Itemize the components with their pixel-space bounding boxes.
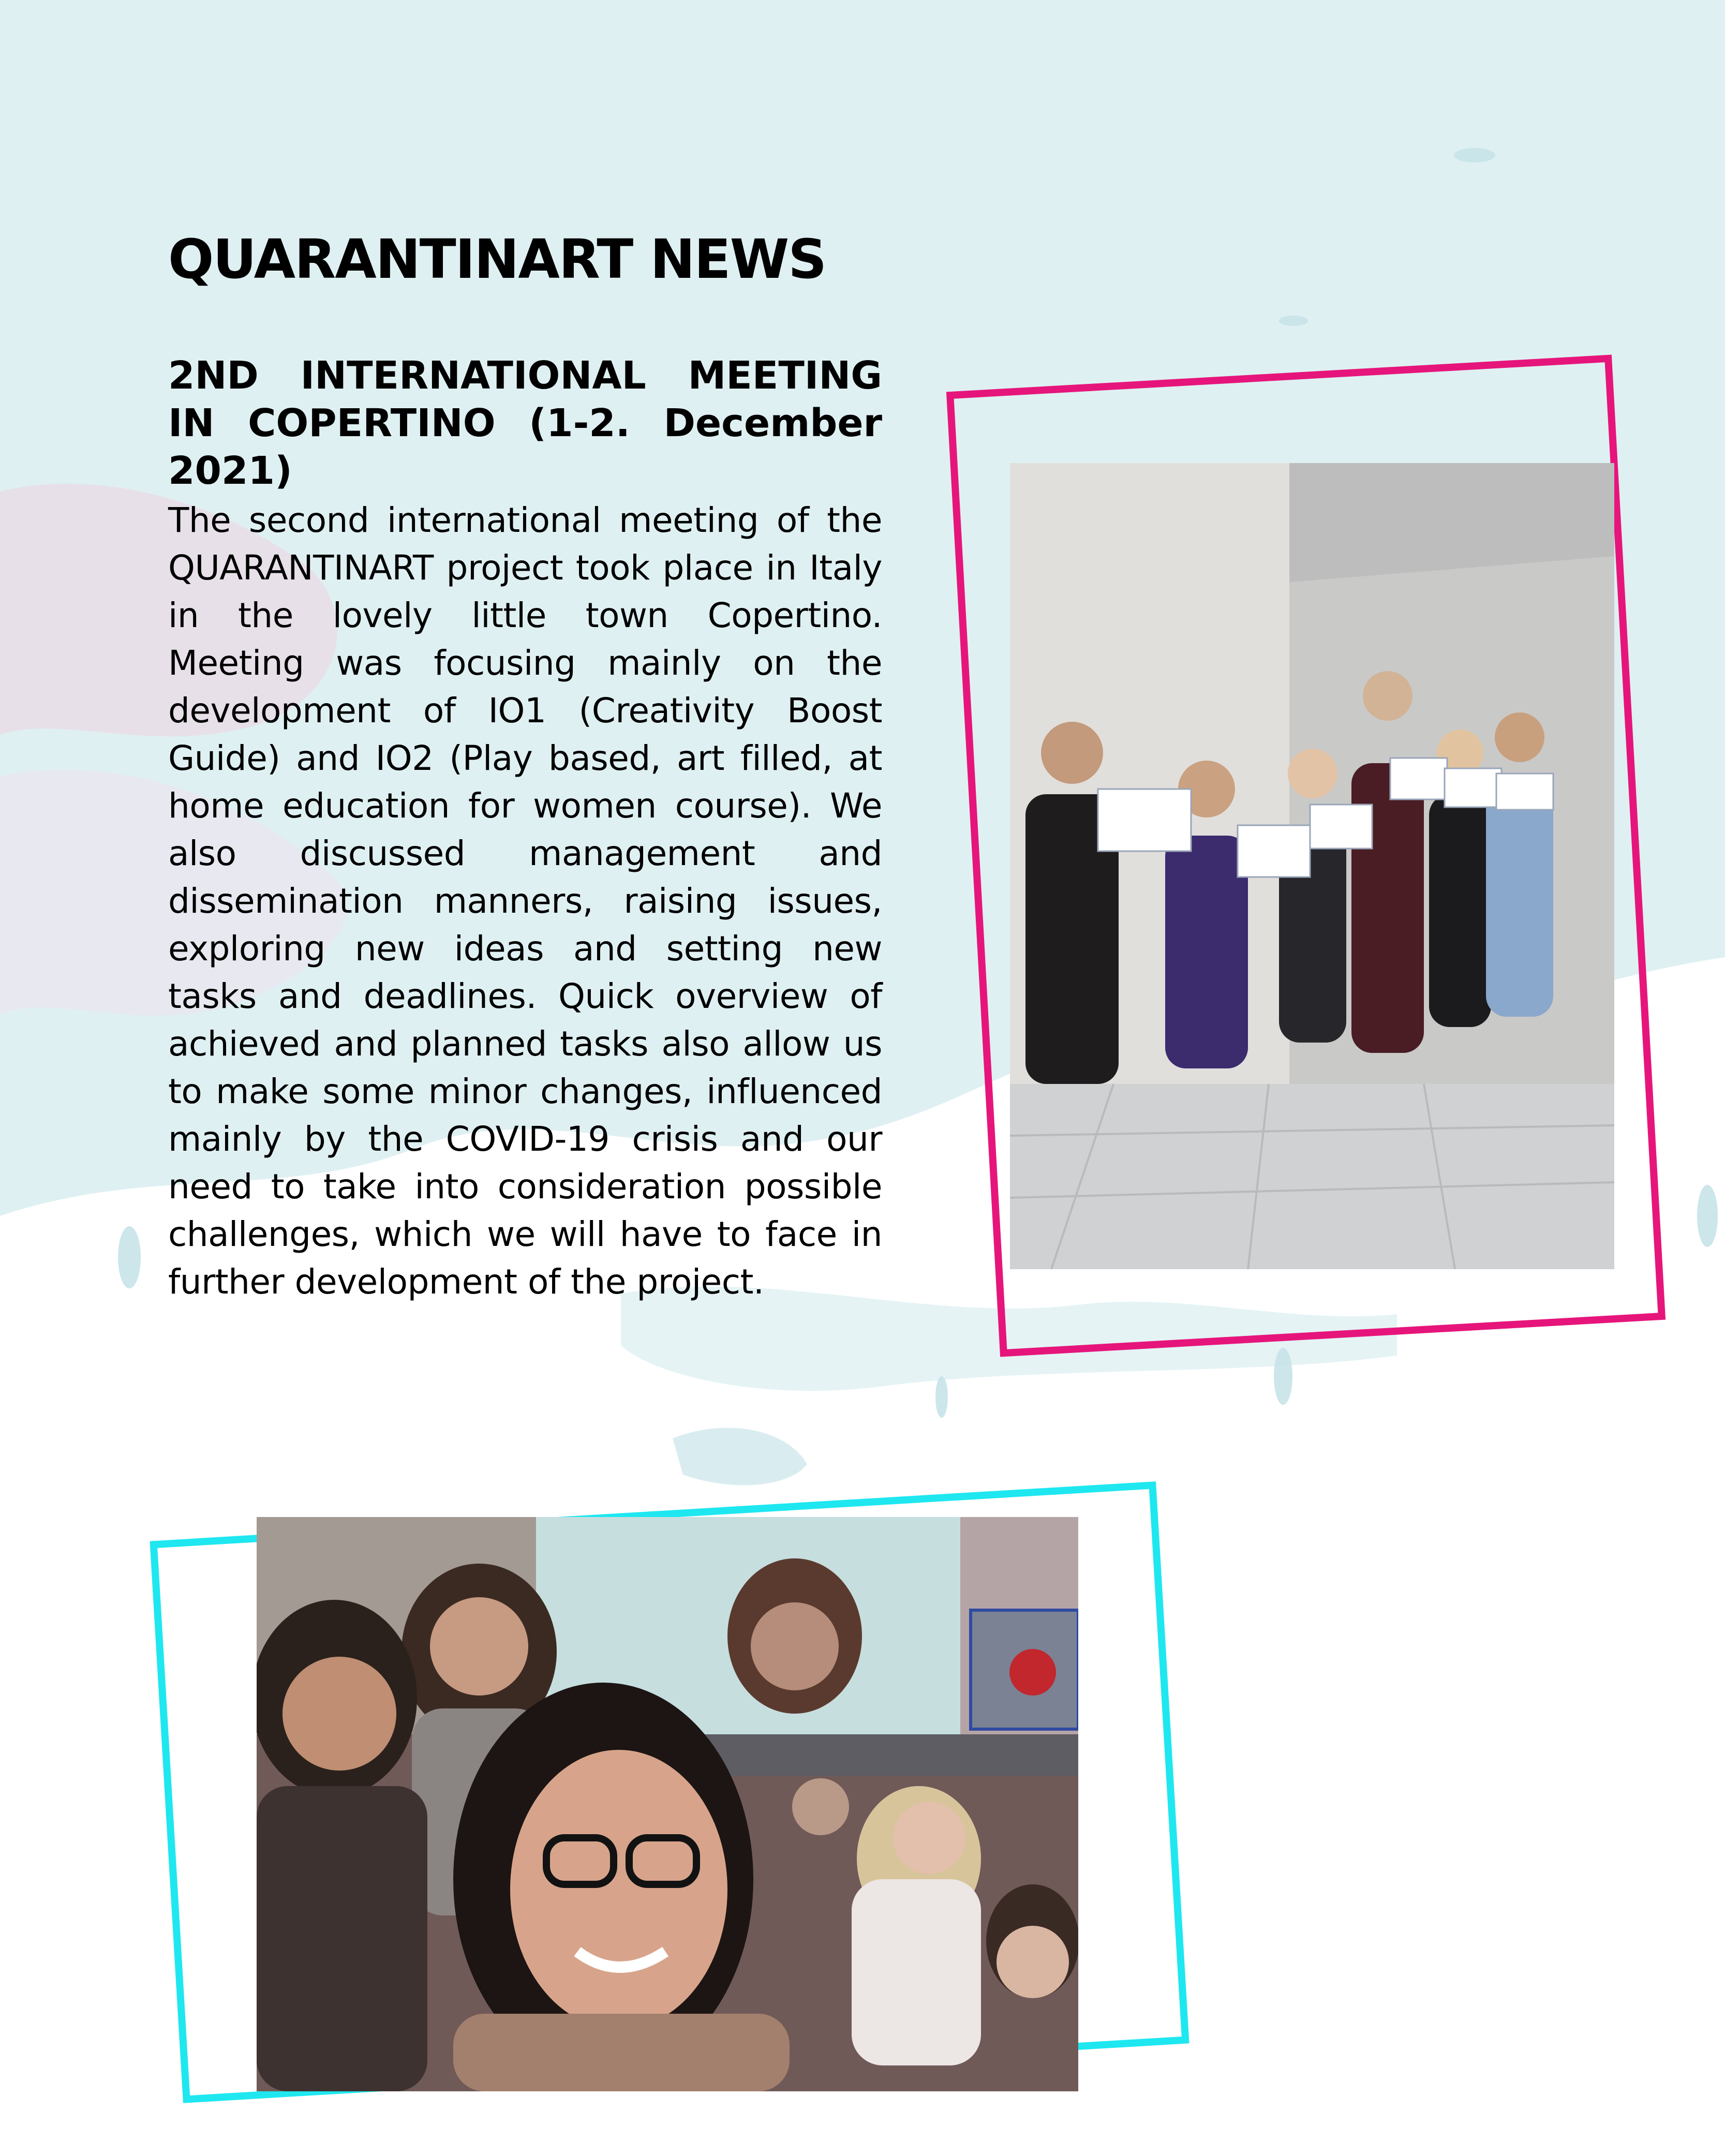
article-heading: 2ND INTERNATIONAL MEETING IN COPERTINO (1-2. December 2021) bbox=[168, 353, 882, 493]
article-body: The second international meeting of the QUARANTINART project took place in Italy in the lovely little town Copertino. Meeting was focusing mainly on the development of IO1 (Creativity Boost Guide) and IO2 (Play based, art filled, at home education for women course). We also discussed management and dissemination manners, raising issues, exploring new ideas and setting new tasks and deadlines. Quick overview of achieved and planned tasks also allow us to make some minor changes, influenced mainly by the COVID-19 crisis and our need to take into consideration possible challenges, which we will have to face in further development of the project. bbox=[168, 500, 882, 1302]
selfie-photo bbox=[257, 1517, 1078, 2091]
page-title: QUARANTINART NEWS bbox=[168, 228, 826, 291]
group-photo bbox=[1010, 463, 1614, 1269]
